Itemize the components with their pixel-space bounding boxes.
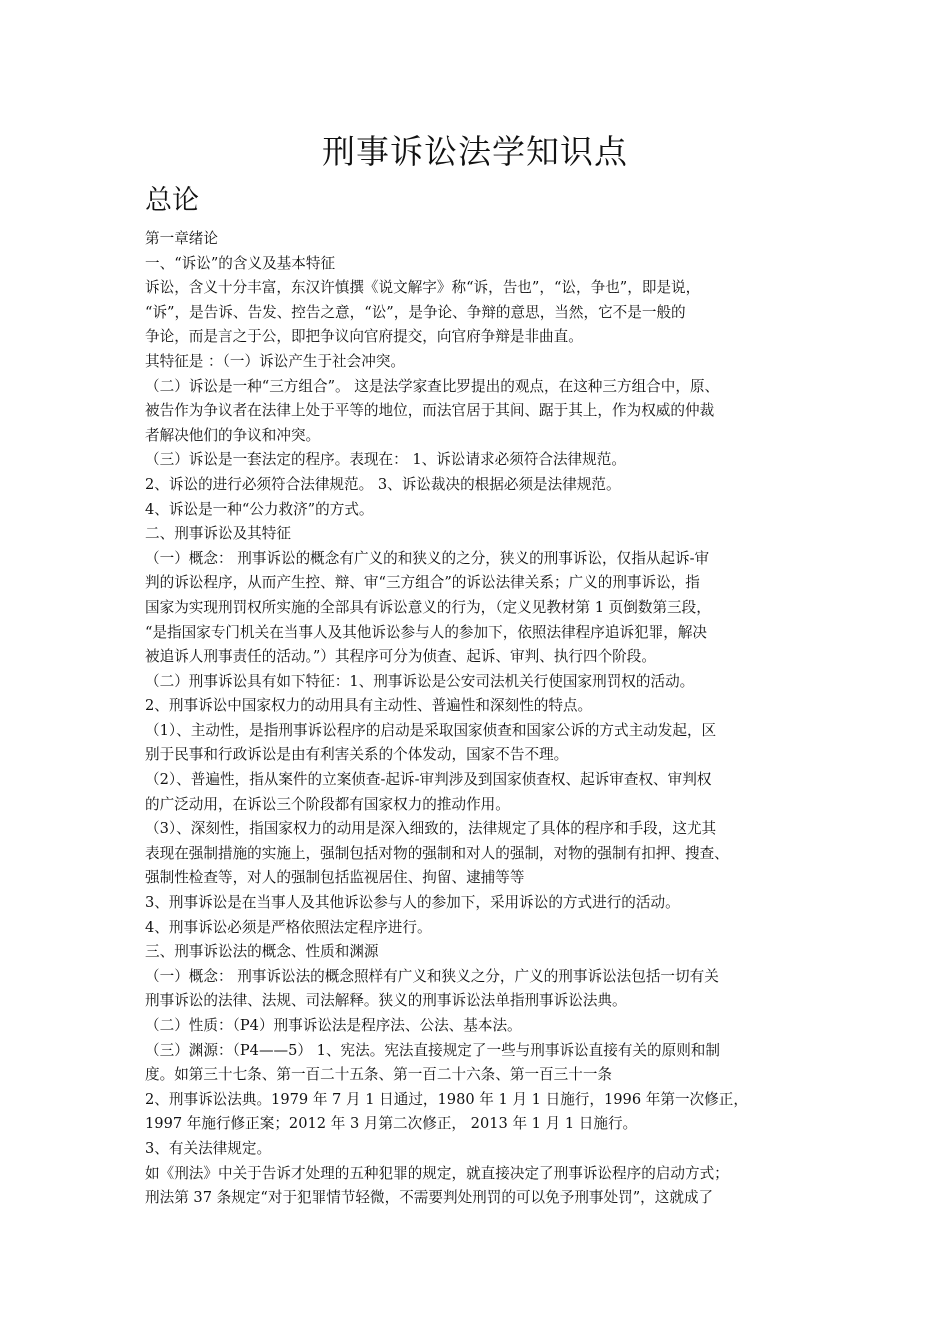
section-heading: 总论 (145, 185, 199, 216)
text-line: （2）、普遍性，指从案件的立案侦查-起诉-审判涉及到国家侦查权、起诉审查权、审判权 (145, 771, 712, 789)
text-line: 1997 年施行修正案；2012 年 3 月第二次修正， 2013 年 1 月 1 日施行。 (145, 1115, 638, 1133)
text-line: 国家为实现刑罚权所实施的全部具有诉讼意义的行为，（定义见教材第 1 页倒数第三段， (145, 598, 711, 616)
text-line: （三）诉讼是一套法定的程序。表现在： 1、诉讼请求必须符合法律规范。 (145, 451, 626, 469)
text-line: （二）刑事诉讼具有如下特征：1、刑事诉讼是公安司法机关行使国家刑罚权的活动。 (145, 672, 695, 690)
text-line: 2、刑事诉讼中国家权力的动用具有主动性、普遍性和深刻性的特点。 (145, 697, 593, 715)
text-line: 的广泛动用，在诉讼三个阶段都有国家权力的推动作用。 (145, 795, 510, 813)
text-line: 其特征是 ：（一）诉讼产生于社会冲突。 (145, 352, 406, 370)
document-body (145, 227, 825, 1211)
text-line: 3、刑事诉讼是在当事人及其他诉讼参与人的参加下，采用诉讼的方式进行的活动。 (145, 894, 680, 912)
text-line: 刑法第 37 条规定“对于犯罪情节轻微，不需要判处刑罚的可以免予刑事处罚”，这就成了 (145, 1189, 714, 1207)
text-line: 被告作为争议者在法律上处于平等的地位，而法官居于其间、踞于其上，作为权威的仲裁 (145, 402, 715, 420)
text-line: 别于民事和行政诉讼是由有利害关系的个体发动，国家不告不理。 (145, 746, 569, 764)
text-line: 刑事诉讼的法律、法规、司法解释。狭义的刑事诉讼法单指刑事诉讼法典。 (145, 992, 627, 1010)
text-line: （三）渊源：（P4——5） 1、宪法。宪法直接规定了一些与刑事诉讼直接有关的原则和制 (145, 1041, 720, 1059)
text-line: 4、诉讼是一种“公力救济”的方式。 (145, 500, 374, 518)
text-line: “诉”，是告诉、告发、控告之意，“讼”，是争论、争辩的意思，当然，它不是一般的 (145, 303, 686, 321)
text-line: （一）概念： 刑事诉讼的概念有广义的和狭义的之分，狭义的刑事诉讼，仅指从起诉-审 (145, 549, 710, 567)
text-line: （1）、主动性，是指刑事诉讼程序的启动是采取国家侦查和国家公诉的方式主动发起，区 (145, 721, 717, 739)
text-line: 者解决他们的争议和冲突。 (145, 426, 321, 444)
text-line: 诉讼，含义十分丰富，东汉许慎撰《说文解字》称“诉，告也”，“讼，争也”，即是说， (145, 279, 701, 297)
text-line: 2、刑事诉讼法典。1979 年 7 月 1 日通过，1980 年 1 月 1 日施行，1996 年第一次修正， (145, 1090, 748, 1108)
text-line: 强制性检查等，对人的强制包括监视居住、拘留、逮捕等等 (145, 869, 525, 887)
text-line: “是指国家专门机关在当事人及其他诉讼参与人的参加下，依照法律程序追诉犯罪，解决 (145, 623, 708, 641)
text-line: 被追诉人刑事责任的活动。”）其程序可分为侦查、起诉、审判、执行四个阶段。 (145, 648, 656, 666)
text-line: 三、刑事诉讼法的概念、性质和渊源 (145, 943, 379, 961)
text-line: 4、刑事诉讼必须是严格依照法定程序进行。 (145, 918, 432, 936)
document-title: 刑事诉讼法学知识点 (322, 132, 628, 171)
text-line: 3、有关法律规定。 (145, 1139, 272, 1157)
text-line: 度。如第三十七条、第一百二十五条、第一百二十六条、第一百三十一条 (145, 1066, 613, 1084)
text-line: （一）概念： 刑事诉讼法的概念照样有广义和狭义之分，广义的刑事诉讼法包括一切有关 (145, 967, 719, 985)
text-line: 判的诉讼程序，从而产生控、辩、审“三方组合”的诉讼法律关系；广义的刑事诉讼，指 (145, 574, 700, 592)
text-line: 表现在强制措施的实施上，强制包括对物的强制和对人的强制，对物的强制有扣押、搜查、 (145, 844, 729, 862)
text-line: 二、刑事诉讼及其特征 (145, 525, 291, 543)
text-line: 如《刑法》中关于告诉才处理的五种犯罪的规定，就直接决定了刑事诉讼程序的启动方式； (145, 1164, 729, 1182)
text-line: （二）诉讼是一种“三方组合”。 这是法学家查比罗提出的观点，在这种三方组合中，原、 (145, 377, 720, 395)
text-line: 第一章绪论 (145, 230, 218, 247)
text-line: （二）性质：（P4）刑事诉讼法是程序法、公法、基本法。 (145, 1017, 522, 1034)
text-line: （3）、深刻性，指国家权力的动用是深入细致的，法律规定了具体的程序和手段，这尤其 (145, 820, 717, 838)
text-line: 争论，而是言之于公，即把争议向官府提交，向官府争辩是非曲直。 (145, 328, 583, 346)
text-line: 2、诉讼的进行必须符合法律规范。 3、诉讼裁决的根据必须是法律规范。 (145, 475, 621, 493)
text-line: 一、“诉讼”的含义及基本特征 (145, 254, 336, 272)
